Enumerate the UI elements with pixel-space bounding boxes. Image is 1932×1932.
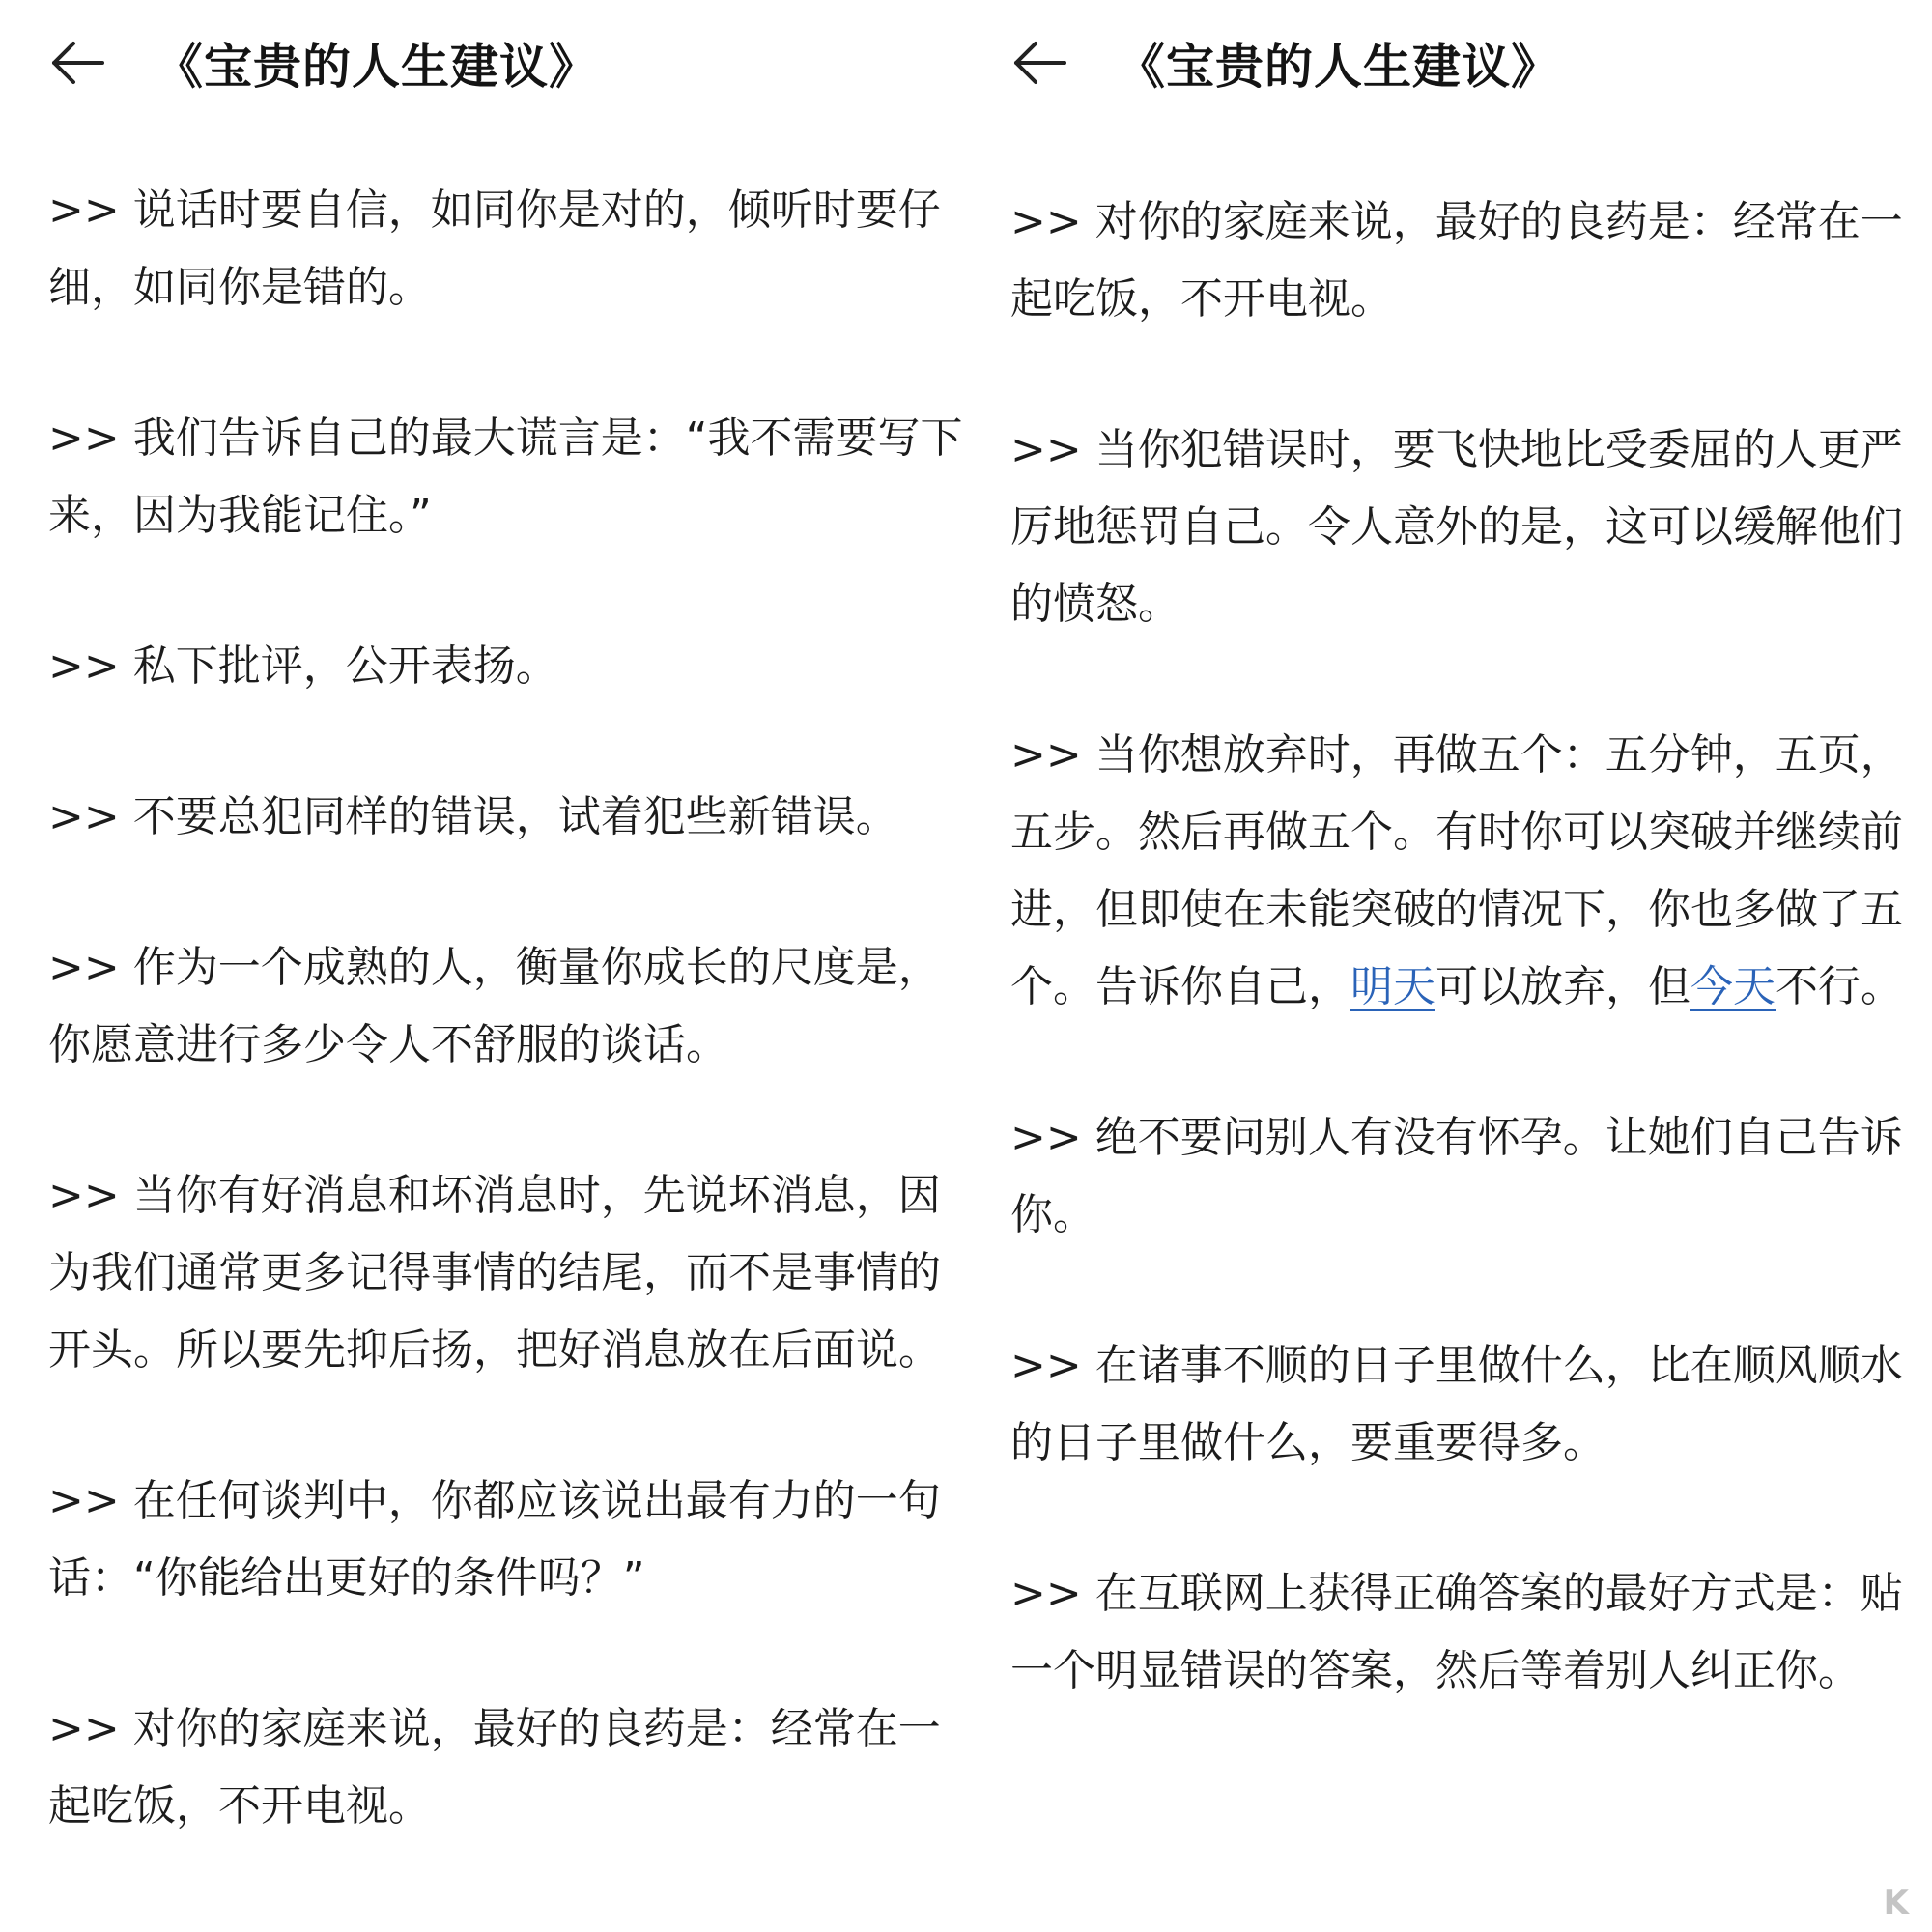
left-screen [48,0,976,1932]
watermark: K [1883,1884,1909,1922]
advice-item: >> 私下批评，公开表扬。 [48,641,558,691]
header [1010,0,1909,126]
back-arrow-icon[interactable] [48,34,106,92]
advice-item: >> 我们告诉自己的最大谎言是：“我不需要写下来，因为我能记住。” [48,413,963,540]
advice-list [1010,184,1909,1710]
advice-item: >> 绝不要问别人有没有怀孕。让她们自己告诉你。 [1010,1113,1903,1239]
advice-item: >> 说话时要自信，如同你是对的，倾听时要仔细，如同你是错的。 [48,185,941,312]
link-tomorrow[interactable]: 明天 [1350,962,1435,1011]
advice-item: >> 不要总犯同样的错误，试着犯些新错误。 [48,792,898,841]
advice-item-give-up [1010,717,1909,1026]
advice-item: >> 对你的家庭来说，最好的良药是：经常在一起吃饭，不开电视。 [48,1704,941,1831]
advice-item: >> 当你犯错误时，要飞快地比受委屈的人更严厉地惩罚自己。令人意外的是，这可以缓解他们的愤怒。 [1010,425,1903,629]
link-today[interactable]: 今天 [1690,962,1776,1011]
page-title: 《宝贵的人生建议》 [1117,39,1560,95]
advice-text: 不行。 [1776,962,1903,1011]
advice-item: >> 在诸事不顺的日子里做什么，比在顺风顺水的日子里做什么，要重要得多。 [1010,1341,1903,1467]
back-arrow-icon[interactable] [1010,34,1068,92]
right-screen [1010,0,1909,1932]
header [48,0,976,126]
advice-item: >> 当你有好消息和坏消息时，先说坏消息，因为我们通常更多记得事情的结尾，而不是事情的开头。所以要先抑后扬，把好消息放在后面说。 [48,1171,941,1375]
advice-item: >> 在任何谈判中，你都应该说出最有力的一句话：“你能给出更好的条件吗？” [48,1476,941,1603]
advice-item: >> 对你的家庭来说，最好的良药是：经常在一起吃饭，不开电视。 [1010,197,1903,324]
advice-text: 可以放弃，但 [1435,962,1690,1011]
advice-item: >> 作为一个成熟的人，衡量你成长的尺度是，你愿意进行多少令人不舒服的谈话。 [48,943,941,1069]
advice-list [48,172,976,1845]
page-title: 《宝贵的人生建议》 [155,39,598,95]
advice-item: >> 在互联网上获得正确答案的最好方式是：贴一个明显错误的答案，然后等着别人纠正你。 [1010,1569,1903,1695]
advice-text: >> 当你想放弃时，再做五个：五分钟，五页，五步。然后再做五个。有时你可以突破并继续前进，但即使在未能突破的情况下，你也多做了五个。告诉你自己， [1010,730,1903,1011]
